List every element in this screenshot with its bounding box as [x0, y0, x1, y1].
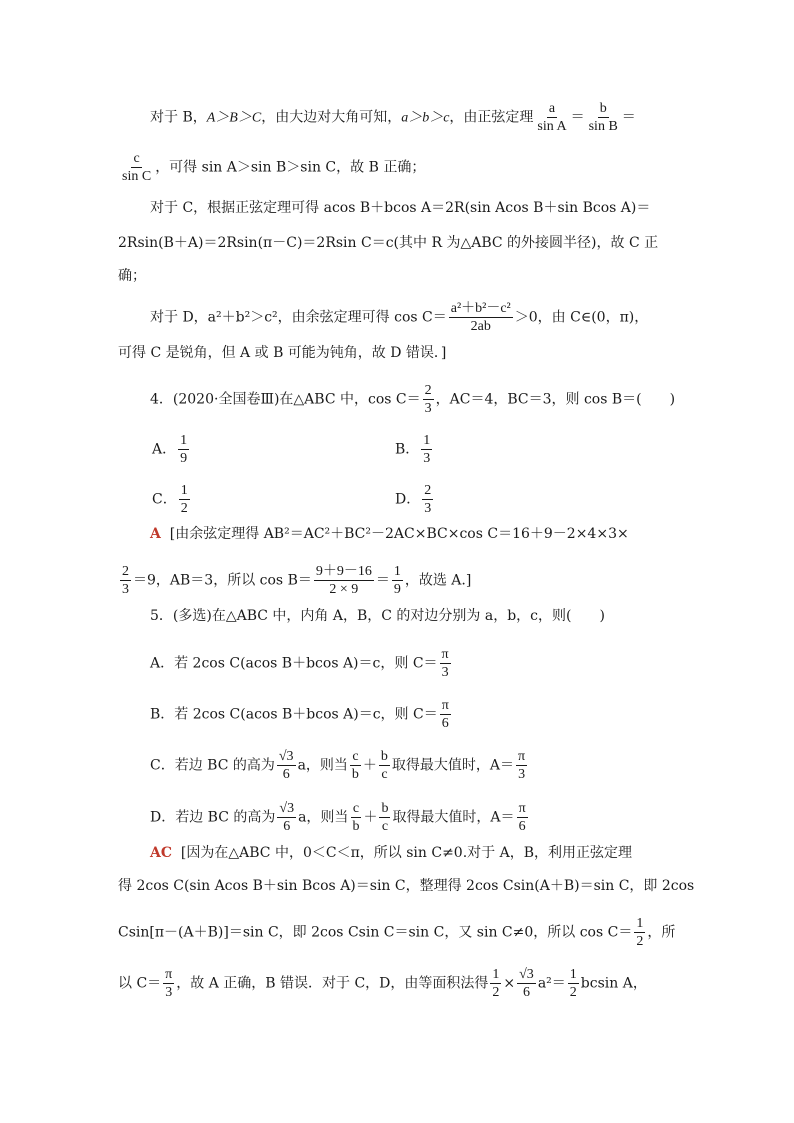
text: [由余弦定理得 AB²＝AC²＋BC²－2AC×BC×cos C＝16＋9－2×4×3×: [169, 526, 629, 542]
fraction: $\frac{c}{\text{sin C}}$: [122, 151, 152, 184]
answer-4-line-2: $\frac{2}{3}$ ＝9，AB＝3，所以 cos B＝ $\frac{9+9-16}{2 \times 9}$ ＝ $\frac{1}{9}$ ，故选 A.]: [122, 564, 472, 597]
text: 对于 D，a²＋b²＞c²，由余弦定理可得 cos C＝: [150, 309, 447, 326]
line-3: 对于 C，根据正弦定理可得 acos B＋bcos A＝2R(sin Acos B＋sin Bcos A)＝: [150, 200, 651, 216]
fraction: $\frac{b}{\text{sin B}}$: [588, 101, 618, 134]
q5-option-d: D．若边 BC 的高为 $\frac{√3}{6}$ a，则当 $\frac{c}{b}$ ＋ $\frac{b}{c}$ 取得最大值时，A＝ $\frac{\pi}{6}$: [150, 801, 526, 834]
q5-option-c: C．若边 BC 的高为 $\frac{√3}{6}$ a，则当 $\frac{c}{b}$ ＋ $\frac{b}{c}$ 取得最大值时，A＝ $\frac{\pi}{3}$: [150, 749, 526, 782]
answer-5-line-1: [150, 843, 632, 863]
fraction: $\frac{1}{9}$: [393, 564, 401, 597]
text: 对于 B，: [150, 109, 207, 126]
text: ＝9，AB＝3，所以 cos B＝: [133, 572, 312, 589]
line-7: 可得 C 是锐角，但 A 或 B 可能为钝角，故 D 错误．]: [118, 345, 447, 361]
answer-letter: AC: [150, 845, 173, 861]
fraction: $\frac{2}{3}$: [424, 383, 432, 416]
text: ＝: [570, 109, 585, 126]
text: ，AC＝4，BC＝3，则 cos B＝( ): [435, 391, 676, 408]
q4-option-a: A． $\frac{1}{9}$: [152, 433, 188, 466]
text: ，故选 A.]: [404, 572, 472, 589]
line-6: [150, 300, 648, 335]
answer-5-line-3: Csin[π－(A＋B)]＝sin C，即 2cos Csin C＝sin C，又 sin C≠0，所以 cos C＝ $\frac{1}{2}$ ，所: [118, 916, 676, 949]
answer-4-line-1: [150, 524, 629, 544]
q4-option-d: D． $\frac{2}{3}$: [395, 483, 432, 516]
q5-option-a: A．若 2cos C(acos B＋bcos A)＝c，则 C＝ $\frac{\pi}{3}$: [150, 647, 449, 680]
text: ，由正弦定理: [449, 109, 534, 126]
answer-letter: A: [150, 526, 161, 542]
text: ＞0，由 C∈(0，π)，: [514, 309, 649, 326]
q4-option-b: B． $\frac{1}{3}$: [395, 433, 431, 466]
text: ，可得 sin A＞sin B＞sin C，故 B 正确；: [155, 159, 426, 176]
question-5: 5．(多选)在△ABC 中，内角 A，B，C 的对边分别为 a，b，c，则( ): [150, 608, 605, 624]
fraction: $\frac{9+9-16}{2 \times 9}$: [315, 564, 372, 597]
line-5: 确；: [118, 268, 146, 284]
fraction: $\frac{2}{3}$: [122, 564, 129, 597]
line-4: 2Rsin(B＋A)＝2Rsin(π－C)＝2Rsin C＝c(其中 R 为△ABC 的外接圆半径)，故 C 正: [118, 235, 659, 251]
line-1: [150, 100, 636, 135]
q4-option-c: C． $\frac{1}{2}$: [152, 483, 188, 516]
answer-5-line-2: 得 2cos C(sin Acos B＋sin Bcos A)＝sin C，整理得 2cos Csin(A＋B)＝sin C，即 2cos: [118, 878, 695, 894]
q5-option-b: B．若 2cos C(acos B＋bcos A)＝c，则 C＝ $\frac{\pi}{6}$: [150, 698, 449, 731]
question-4: [150, 382, 675, 417]
text: [因为在△ABC 中，0＜C＜π，所以 sin C≠0.对于 A，B，利用正弦定理: [180, 845, 633, 861]
fraction: $\frac{\text{a²＋b²－c²}}{2ab}$: [450, 301, 511, 334]
text: 4．(2020·全国卷Ⅲ)在△ABC 中，cos C＝: [150, 391, 421, 408]
math: a＞b＞c: [401, 110, 450, 126]
answer-5-line-4: 以 C＝ $\frac{\pi}{3}$ ，故 A 正确，B 错误．对于 C，D，由等面积法得 $\frac{1}{2}$ × $\frac{√3}{6}$ a²＝ $\frac{1}{2}$ bcsin A，: [118, 967, 647, 1000]
text: ＝: [621, 109, 636, 126]
math: A＞B＞C: [206, 110, 262, 126]
fraction: $\frac{a}{\text{sin A}}$: [537, 101, 567, 134]
text: ，由大边对大角可知，: [261, 109, 402, 126]
line-2: [118, 150, 425, 185]
